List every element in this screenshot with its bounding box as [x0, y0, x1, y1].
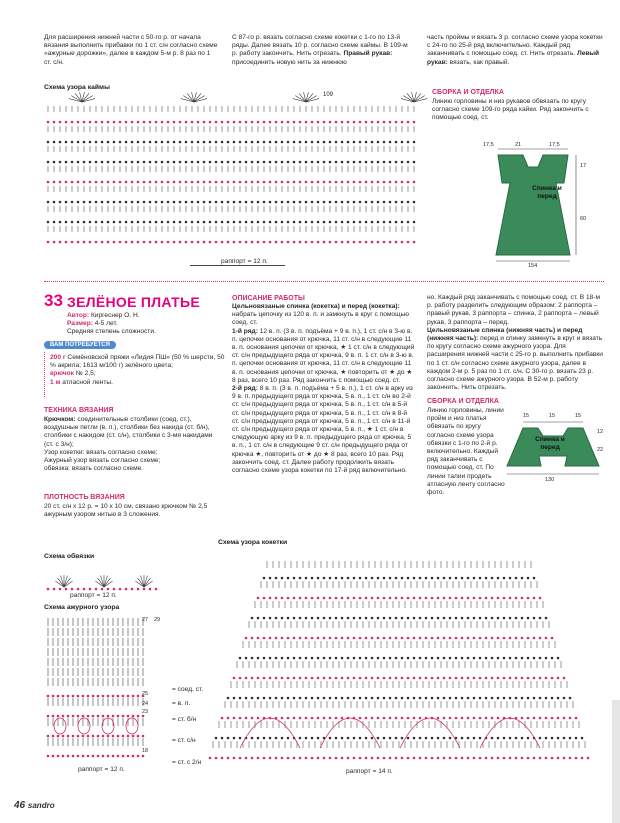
row-label-18: 18	[142, 748, 149, 754]
koketka-chart	[210, 548, 590, 768]
assembly-title-2: СБОРКА И ОТДЕЛКА	[427, 398, 499, 405]
work-intro: набрать цепочку из 120 в. п. и замкнуть в круг с помощью соед. ст.	[232, 311, 409, 327]
page-edge	[612, 700, 620, 823]
row2-text: 8 в. п. (3 в. п. подъёма + 5 в. п.), 1 ст. с/н в арку из 9 в. п. предыдущего ряда от крючка, 5 в. п., 1 ст. с/н во 2-й ст. с/н предыдущего ряда от крючка, 5 в. п., 1 ст. с/н в 5-й ст. с/н предыдущего ряда от крючка, 5 в. п., 1 ст. с/н в 8-й ст. с/н предыдущего ряда от крючка, 5 в. п., 1 ст. с/н в 11-й ст. с/н предыдущего ряда от крючка, 5 в. п., ★ 1 ст. с/н в следующую арку из 9 в. п. предыдущего ряда от крючка, 5 в. п., 1 ст. с/н в следующие 9 ст. с/н предыдущего ряда от крючка ★, повторить от ★ до ★ 8 раз, всего 10 раз. Ряд закончить соед. ст. Далее работу продолжить вязать согласно схеме узора кокетки по 17-й ряд включительно.	[232, 385, 413, 475]
dress2-dim-3: 12	[597, 429, 604, 435]
dress1-dim-0: 17,5	[483, 142, 494, 148]
dress1-dim-2: 17,5	[549, 142, 560, 148]
top-col2a: С 87-го р. вязать согласно схеме кокетки с 1-го по 13-й ряды. Далее вязать 10 р. согласно схеме каймы. В 109-м р. работу закончить. Нить отрезать.	[232, 34, 408, 58]
density-text: 20 ст. с/н x 12 р. = 10 x 10 см, связано крючком № 2,5 ажурным узором нитью в 3 сложения.	[44, 503, 208, 519]
dress2-dim-2: 15	[575, 413, 582, 419]
legend-1: = в. п.	[172, 700, 191, 708]
size-label: Размер:	[67, 320, 93, 327]
dress1-label: Спинка и перед	[532, 185, 562, 201]
col3-intro: но. Каждый ряд заканчивать с помощью соед. ст. В 18-м р. работу разделить следующим образом: 2 раппорта – правый рукав, 3 раппорта – спинка, 2 раппорта – левый рукав, 3 раппорта – перед.	[427, 294, 601, 326]
author-label: Автор:	[67, 312, 90, 319]
dress2-dim-5: 130	[545, 477, 555, 483]
row-label-27: 27	[142, 617, 149, 623]
dress1-dim-3: 17	[580, 163, 587, 169]
kaima-chart	[44, 92, 424, 252]
obvyazka-title: Схема обвязки	[44, 553, 95, 560]
azhur-rapport: раппорт = 12 п.	[78, 766, 125, 773]
top-col3b: вязать, как правый.	[447, 58, 510, 66]
author-value: Киргеснер О. Н.	[89, 312, 140, 319]
dress-diagram-1	[478, 145, 588, 265]
project-author	[67, 312, 227, 320]
yarn-desc: Семёновской пряжи «Лидия ПШ» (50 % шерсти, 50 % акрила; 1613 м/100 г) зелёного цвета;	[50, 354, 225, 370]
row-label-24: 24	[142, 701, 149, 707]
top-col3-text	[427, 34, 605, 67]
koketka-rapport: раппорт = 14 п.	[346, 768, 393, 775]
col3-subtitle: Цельновязаные спинка (нижняя часть) и перед (нижняя часть):	[427, 326, 583, 343]
top-col2b: присоединить новую нить за нижнюю	[232, 58, 347, 66]
section-divider	[44, 281, 604, 282]
row-label-29: 29	[154, 617, 161, 623]
tech-title: ТЕХНИКА ВЯЗАНИЯ	[44, 407, 114, 414]
tech-crochet-text: соединительные столбики (соед. ст.), воздушные петли (в. п.), столбики без накида (ст. б/н), столбики с накидом (ст. с/н), столбики с 3-мя накидами (ст. с 3/н);	[44, 416, 213, 448]
col3-text	[427, 294, 605, 392]
row2-label: 2-й ряд:	[232, 385, 258, 393]
koketka-title: Схема узора кокетки	[218, 539, 288, 546]
assembly-text-2: Линию горловины, линии пройм и низ платья обвязать по кругу согласно схеме узора обвязки с 1-го по 2-й р. включительно. Каждый ряд заканчивать с помощью соед. ст. По линии талии продеть атласную ленту согласно фото.	[427, 407, 505, 497]
work-text	[232, 303, 415, 475]
dress2-dim-4: 22	[597, 447, 604, 453]
kaima-row-label: 109	[323, 92, 334, 98]
tech-text	[44, 416, 222, 473]
yarn-weight: 200 г	[50, 354, 66, 361]
row-label-25: 25	[142, 691, 149, 697]
kaima-rapport: раппорт = 12 п.	[221, 258, 268, 265]
dress1-dim-5: 154	[528, 263, 538, 269]
dress2-label: Спинка и перед	[535, 436, 565, 452]
assembly-title-1: СБОРКА И ОТДЕЛКА	[432, 89, 504, 96]
tech-line-4: обвязка: вязать согласно схеме.	[44, 465, 144, 473]
project-number: 33	[44, 291, 63, 310]
brand-name: sandro	[27, 801, 55, 810]
legend-2: = ст. б/н	[172, 716, 197, 724]
materials-rule	[44, 352, 45, 397]
azhur-title: Схема ажурного узора	[44, 604, 120, 611]
project-level: Средняя степень сложности.	[67, 328, 156, 335]
stitch-legend	[172, 686, 203, 767]
need-badge: ВАМ ПОТРЕБУЕТСЯ	[44, 341, 116, 349]
top-col1-text: Для расширения нижней части с 50-го р. от начала вязания выполнить прибавки по 1 ст. с/н согласно схеме «ажурные дорожки», далее в каждом 5-м р. 8 раз по 1 ст. с/н.	[44, 34, 218, 66]
project-title: ЗЕЛЁНОЕ ПЛАТЬЕ	[67, 294, 200, 310]
work-title: ОПИСАНИЕ РАБОТЫ	[232, 295, 305, 302]
right-sleeve-label: Правый рукав:	[343, 50, 393, 58]
hook-size: № 2,5;	[73, 370, 96, 378]
ribbon-length: 1 м	[50, 378, 61, 386]
assembly-text-1: Линию горловины и низ рукавов обвязать по кругу согласно схеме 109-го ряда кайки. Ряд закончить с помощью соед. ст.	[432, 98, 589, 122]
hook-label: крючок	[50, 370, 74, 378]
dress2-dim-1: 15	[549, 413, 556, 419]
row1-text: 12 в. п. (3 в. п. подъёма + 9 в. п.), 1 ст. с/н в 3-ю в. п. цепочки основания от крючка, 11 ст. с/н в следующие 11 в. п. основания цепочки от крючка, ★ 1 ст. с/н в следующий ст. с/н предыдущего ряда от крючка, 9 в. п. 1 ст. с/н в 3-ю в. п. цепочки основания от крючка, 11 ст. с/н в следующие 11 в. п. основания цепочки от крючка, ★ повторить от ★ до ★ 8 раз, всего 10 раз. Ряд закончить с помощью соед. ст.	[232, 327, 415, 384]
page-footer	[14, 800, 55, 811]
top-col2-text	[232, 34, 412, 67]
obvyazka-rapport: раппорт = 12 п.	[70, 592, 117, 599]
top-col3a: часть проймы и вязать 3 р. согласно схеме узора кокетки с 24-го по 25-й ряд включительно. Каждый ряд заканчивать с помощью соед. ст. Нить отрезать.	[427, 34, 603, 58]
obvyazka-chart	[44, 563, 164, 593]
dress1-dim-1: 21	[515, 142, 522, 148]
row-label-23: 23	[142, 709, 149, 715]
size-value: 4-5 лет.	[92, 320, 118, 327]
ribbon-desc: атласной ленты.	[60, 378, 114, 386]
legend-0: = соед. ст.	[172, 686, 204, 693]
tech-line-2: Узор кокетки: вязать согласно схеме;	[44, 448, 158, 456]
project-size	[67, 320, 227, 328]
density-title: ПЛОТНОСТЬ ВЯЗАНИЯ	[44, 494, 125, 501]
page-number: 46	[14, 800, 26, 811]
row1-label: 1-й ряд:	[232, 327, 258, 335]
legend-3: = ст. с/н	[172, 736, 196, 744]
work-subtitle: Цельновязаные спинка (кокетка) и перед (кокетка):	[232, 303, 400, 310]
dress1-dim-4: 60	[580, 216, 587, 222]
col3-body: перед и спинку замкнуть в круг и вязать по кругу согласно схеме ажурного узора. Для расширения нижней части с 25-го р. выполнить прибавки по 1 ст. с/н согласно схеме ажурного узора, далее в каждом 2-м р. 5 раз по 1 ст. с/н. С 30-го р. вязать 23 р. согласно схеме ажурного узора. В 52-м р. работу закончить. Нить отрезать.	[427, 335, 603, 392]
tech-crochet-label: Крючком:	[44, 416, 76, 423]
materials	[50, 354, 225, 387]
left-sleeve-label: Левый рукав:	[427, 50, 600, 66]
kaima-rapport-line	[190, 265, 285, 266]
kaima-title: Схема узора каймы	[44, 84, 110, 91]
dress2-dim-0: 15	[523, 413, 530, 419]
azhur-chart	[44, 616, 154, 761]
legend-4: = ст. с 2/н	[172, 758, 202, 766]
tech-line-3: Ажурный узор вязать согласно схеме;	[44, 457, 161, 465]
